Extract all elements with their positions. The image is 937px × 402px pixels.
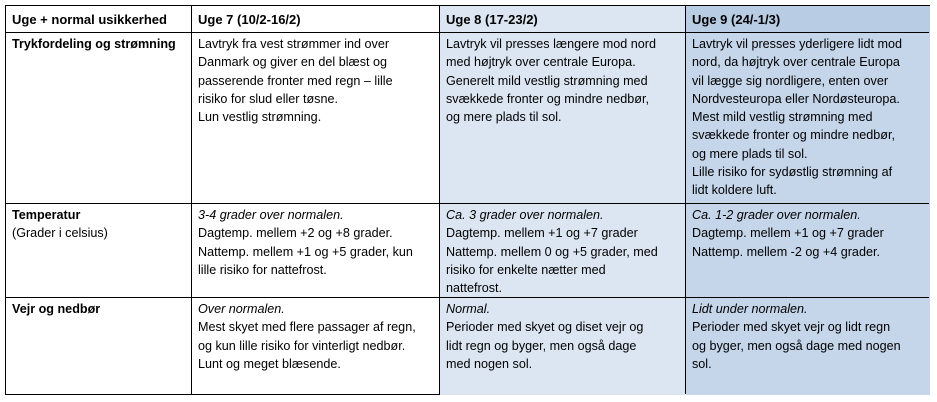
row-label-weather (6, 298, 192, 395)
text-line: Nordvesteuropa eller Nordøsteuropa. (692, 91, 900, 106)
row-sublabel-temperature: (Grader i celsius) (12, 226, 108, 241)
text-line: med højtryk over centrale Europa. (446, 55, 636, 70)
text-line: lille risiko for nattefrost. (198, 262, 327, 277)
cell-pressure-week-7 (192, 33, 440, 204)
text-line: risiko for slud eller tøsne. (198, 91, 338, 106)
summary-text: 3-4 grader over normalen. (198, 208, 344, 222)
row-label-temperature (6, 204, 192, 298)
summary-text: Lidt under normalen. (692, 302, 808, 316)
grid-line (6, 203, 929, 204)
text-line: svækkede fronter og mindre nedbør, (692, 128, 896, 143)
summary-text: Over normalen. (198, 302, 285, 316)
text-line: Perioder med skyet vejr og lidt regn (692, 320, 891, 335)
row-label-temperature-text: Temperatur (12, 208, 81, 222)
text-line: Dagtemp. mellem +1 og +7 grader (692, 226, 884, 241)
text-line: lidt regn og byger, men også dage (446, 338, 637, 353)
text-line: Generelt mild vestlig strømning med (446, 73, 648, 88)
grid-line (685, 6, 686, 394)
text-line: Nattemp. mellem 0 og +5 grader, med (446, 244, 658, 259)
text-line: Nattemp. mellem -2 og +4 grader. (692, 244, 880, 259)
header-week-normal: Uge + normal usikkerhed (12, 12, 167, 27)
grid-line (6, 32, 929, 33)
summary-text: Ca. 3 grader over normalen. (446, 208, 604, 222)
text-line: og kun lille risiko for vinterligt nedbør. (198, 338, 406, 353)
text-line: Lavtryk vil presses længere mod nord (446, 37, 656, 51)
row-label-pressure-text: Trykfordeling og strømning (12, 37, 176, 51)
text-line: lidt koldere luft. (692, 183, 777, 198)
text-line: Lunt og meget blæsende. (198, 356, 341, 371)
text-line: Dagtemp. mellem +1 og +7 grader (446, 226, 638, 241)
text-line: sol. (692, 356, 712, 371)
text-line: Mest skyet med flere passager af regn, (198, 320, 416, 335)
grid-line (439, 6, 440, 394)
text-line: Danmark og giver en del blæst og (198, 55, 388, 70)
summary-text: Normal. (446, 302, 491, 316)
text-line: med nogen sol. (446, 356, 533, 371)
forecast-table (5, 5, 930, 395)
text-line: risiko for enkelte nætter med (446, 262, 606, 277)
text-line: og mere plads til sol. (446, 110, 562, 125)
cell-pressure-week-9 (686, 33, 930, 204)
cell-weather-week-9 (686, 298, 930, 395)
cell-temperature-week-9 (686, 204, 930, 298)
text-line: Lavtryk fra vest strømmer ind over (198, 37, 390, 51)
text-line: nord, da højtryk over centrale Europa (692, 55, 900, 70)
grid-line (6, 297, 929, 298)
text-line: Mest mild vestlig strømning med (692, 110, 873, 125)
cell-temperature-week-8 (440, 204, 686, 298)
text-line: Lille risiko for sydøstlig strømning af (692, 165, 893, 180)
text-line: og byger, men også dage med nogen (692, 338, 901, 353)
header-week-8: Uge 8 (17-23/2) (440, 6, 686, 33)
text-line: passerende fronter med regn – lille (198, 73, 393, 88)
summary-text: Ca. 1-2 grader over normalen. (692, 208, 861, 222)
cell-pressure-week-8 (440, 33, 686, 204)
text-line: nattefrost. (446, 281, 503, 296)
row-label-pressure (6, 33, 192, 204)
cell-weather-week-7 (192, 298, 440, 395)
text-line: svækkede fronter og mindre nedbør, (446, 91, 650, 106)
text-line: Dagtemp. mellem +2 og +8 grader. (198, 226, 393, 241)
text-line: Perioder med skyet og diset vejr og (446, 320, 644, 335)
cell-weather-week-8 (440, 298, 686, 395)
text-line: vil lægge sig nordligere, enten over (692, 73, 889, 88)
text-line: Nattemp. mellem +1 og +5 grader, kun (198, 244, 413, 259)
text-line: Lun vestlig strømning. (198, 110, 322, 125)
header-week-7: Uge 7 (10/2-16/2) (198, 12, 301, 27)
header-week-9: Uge 9 (24/-1/3) (686, 6, 930, 33)
grid-line (191, 6, 192, 394)
text-line: Lavtryk vil presses yderligere lidt mod (692, 37, 902, 51)
cell-temperature-week-7 (192, 204, 440, 298)
text-line: og mere plads til sol. (692, 146, 808, 161)
row-label-weather-text: Vejr og nedbør (12, 302, 101, 316)
